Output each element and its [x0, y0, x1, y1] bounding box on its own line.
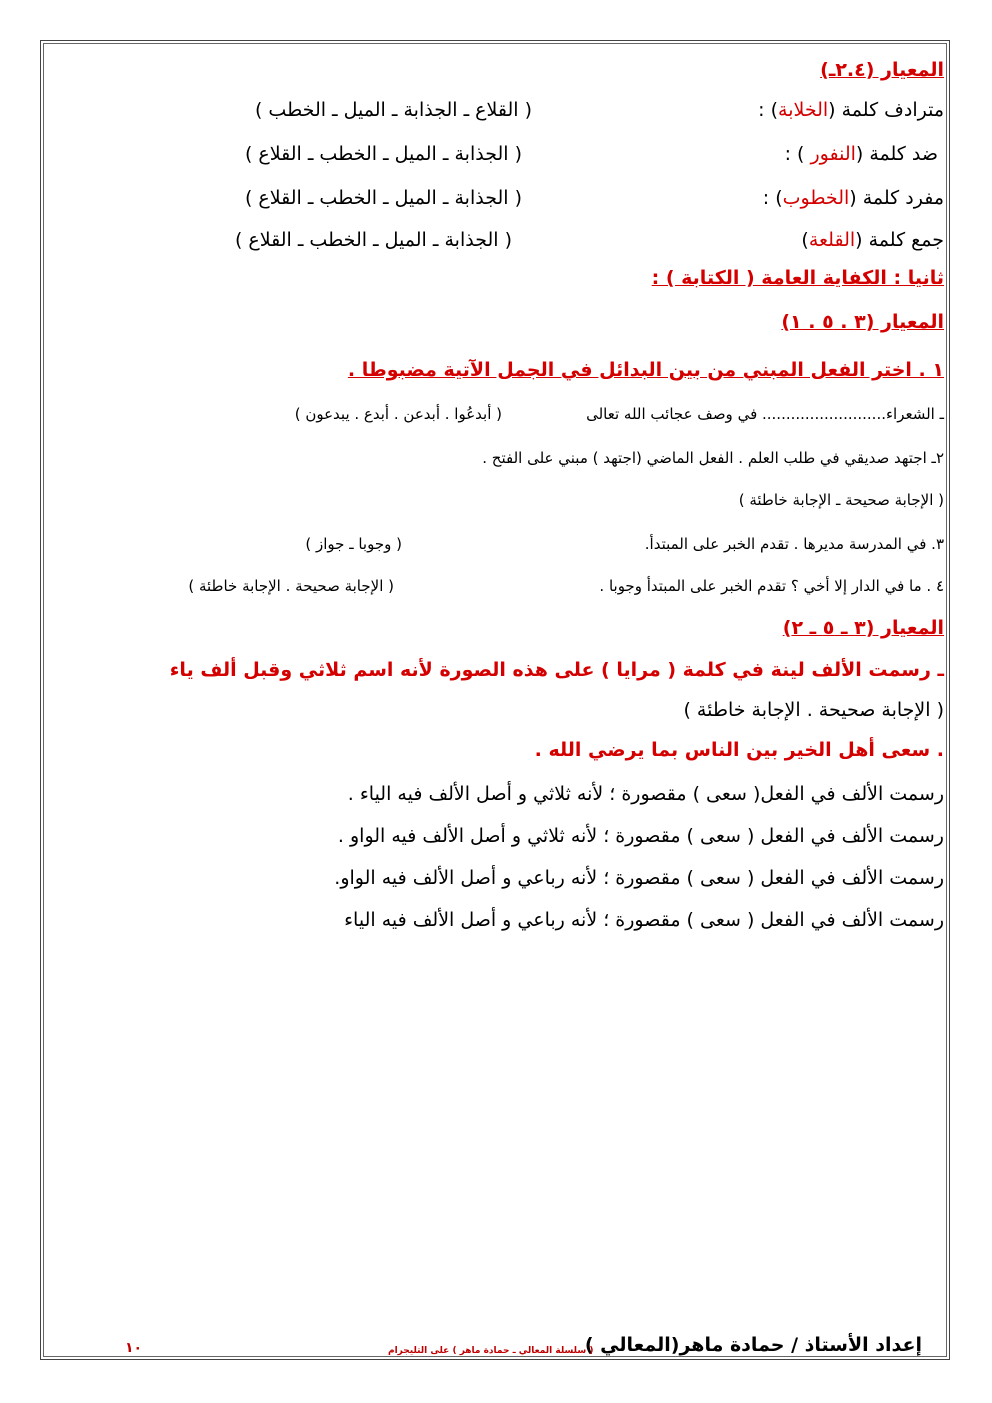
- standard-heading-1: المعيار (٢.٤ـ): [820, 59, 944, 81]
- question-3-options: ( وجوبا ـ جواز ): [305, 535, 402, 553]
- question-6-choice: رسمت الألف في الفعل ( سعى ) مقصورة ؛ لأنه رباعي و أصل الألف فيه الواو.: [334, 867, 944, 889]
- question-1-heading: ١ . اختر الفعل المبني من بين البدائل في الجمل الآتية مضبوطا .: [347, 359, 944, 381]
- question-3-sentence: ٣. في المدرسة مديرها . تقدم الخبر على المبتدأ.: [644, 535, 944, 553]
- footer-series: ( سلسلة المعالي ـ حمادة ماهر ) على التليجرام: [388, 1346, 594, 1356]
- question-6-choice: رسمت الألف في الفعل( سعى ) مقصورة ؛ لأنه ثلاثي و أصل الألف فيه الياء .: [347, 783, 944, 805]
- question-2-options: ( الإجابة صحيحة ـ الإجابة خاطئة ): [738, 491, 944, 509]
- vocab-row-plural-options: ( الجذابة ـ الميل ـ الخطب ـ القلاع ): [234, 229, 512, 251]
- question-6-choice: رسمت الألف في الفعل ( سعى ) مقصورة ؛ لأنه رباعي و أصل الألف فيه الياء: [344, 909, 944, 931]
- question-6-choice: رسمت الألف في الفعل ( سعى ) مقصورة ؛ لأنه ثلاثي و أصل الألف فيه الواو .: [337, 825, 944, 847]
- vocab-row-antonym-label: ضد كلمة (النفور ) :: [784, 143, 938, 165]
- question-4-sentence: ٤ . ما في الدار إلا أخي ؟ تقدم الخبر على المبتدأ وجوبا .: [599, 577, 944, 595]
- question-6-heading: . سعى أهل الخير بين الناس بما يرضي الله .: [534, 739, 944, 761]
- standard-heading-3: المعيار (٣ ـ ٥ ـ ٢): [782, 617, 944, 639]
- page-number: ١٠: [125, 1340, 143, 1356]
- question-5-options: ( الإجابة صحيحة . الإجابة خاطئة ): [683, 699, 944, 721]
- vocab-row-plural-label: جمع كلمة (القلعة): [801, 229, 944, 251]
- section-title-writing: ثانيا : الكفاية العامة ( الكتابة ) :: [651, 267, 944, 289]
- question-4-options: ( الإجابة صحيحة . الإجابة خاطئة ): [188, 577, 394, 595]
- vocab-row-antonym-options: ( الجذابة ـ الميل ـ الخطب ـ القلاع ): [244, 143, 522, 165]
- vocab-row-singular-options: ( الجذابة ـ الميل ـ الخطب ـ القلاع ): [244, 187, 522, 209]
- question-2-sentence: ٢ـ اجتهد صديقي في طلب العلم . الفعل الماضي (اجتهد ) مبني على الفتح .: [482, 449, 944, 467]
- vocab-row-synonym-options: ( القلاع ـ الجذابة ـ الميل ـ الخطب ): [254, 99, 532, 121]
- question-5-statement: ـ رسمت الألف لينة في كلمة ( مرايا ) على هذه الصورة لأنه اسم ثلاثي وقبل ألف ياء: [169, 659, 944, 681]
- footer-author: إعداد الأستاذ / حمادة ماهر(المعالي ): [584, 1334, 922, 1356]
- standard-heading-2: المعيار (٣ . ٥ . ١): [781, 311, 944, 333]
- question-1-sentence: ـ الشعراء.......................... في وصف عجائب الله تعالى: [586, 405, 944, 423]
- question-1-options: ( أبدعُوا . أبدعن . أبدع . يبدعون ): [294, 405, 502, 423]
- vocab-row-synonym-label: مترادف كلمة (الخلابة) :: [758, 99, 944, 121]
- vocab-row-singular-label: مفرد كلمة (الخطوب) :: [762, 187, 944, 209]
